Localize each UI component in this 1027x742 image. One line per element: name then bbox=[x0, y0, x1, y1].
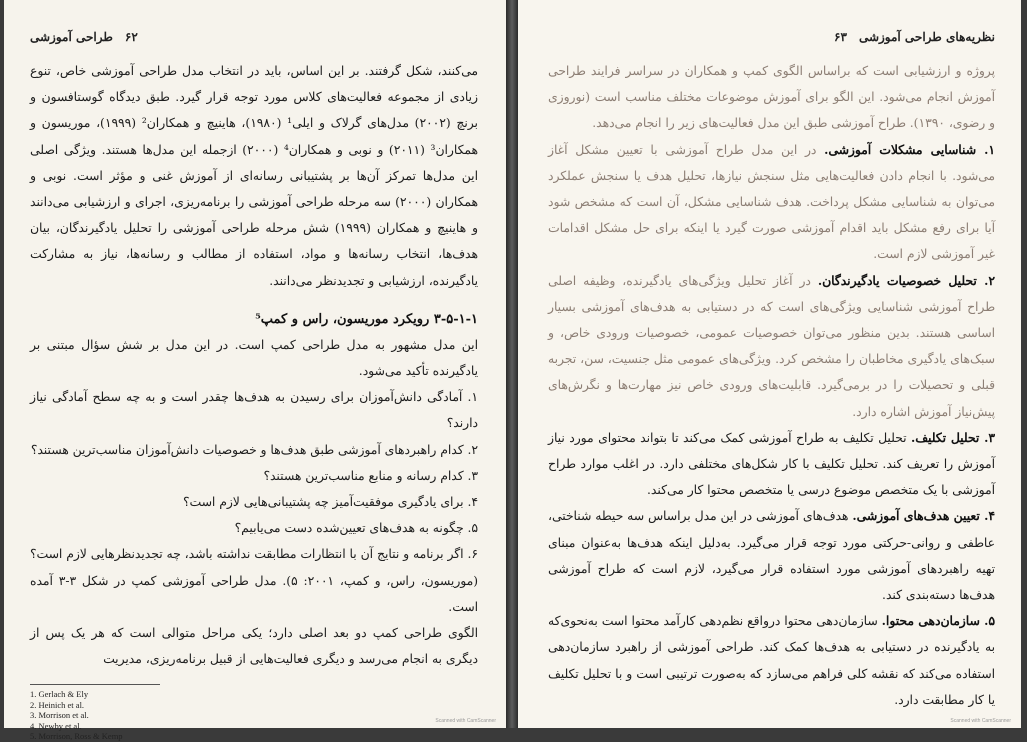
question-item: ۴. برای یادگیری موفقیت‌آمیز چه پشتیبانی‌هایی لازم است؟ bbox=[183, 495, 478, 510]
scan-watermark: Scanned with CamScanner bbox=[435, 718, 496, 724]
left-closing-paragraph: الگوی طراحی کمپ دو بعد اصلی دارد؛ یکی مراحل متوالی است که هر یک پس از دیگری به انجام می‌رسد و دیگری فعالیت‌هایی از قبیل برنامه‌ریزی، مدیریت bbox=[30, 626, 478, 667]
activity-text: تحلیل تکلیف به طراح آموزشی کمک می‌کند تا بتواند محتوای مورد نیاز آموزش را تعریف کند. تحلیل تکلیف با کار شکل‌های مختلفی دارد. در اغلب موارد طراح آموزشی با یک متخصص موضوع درسی یا متخصص محتوا کار می‌کند. bbox=[548, 430, 995, 498]
activity-title: ۳. تحلیل تکلیف. bbox=[910, 429, 995, 445]
question-item: ۳. کدام رسانه و منابع مناسب‌ترین هستند؟ bbox=[263, 468, 478, 483]
activity-item bbox=[548, 137, 995, 268]
right-page-header bbox=[548, 22, 995, 44]
left-intro-paragraph: می‌کنند، شکل گرفتند. بر این اساس، باید در انتخاب مدل طراحی آموزشی خاص، تنوع زیادی از مجموعه فعالیت‌های کلاس مورد توجه قرار گیرد. طبق دیدگاه گوستافسون و برنچ (۲۰۰۲) مدل‌های گرلاک و ایلی¹ (۱۹۸۰)، هاینیچ و همکاران² (۱۹۹۹)، موریسون و همکاران³ (۲۰۱۱) و نوبی و همکاران⁴ (۲۰۰۰) ازجمله این مدل‌ها هستند. ویژگی اصلی این مدل‌ها تمرکز آن‌ها بر پشتیبانی رسانه‌ای از آموزش غنی و مؤثر است. نوبی و همکاران (۲۰۰۰) سه مرحله طراحی آموزشی را برنامه‌ریزی، اجرای و ارزشیابی می‌دانند و هاینیچ و همکاران (۱۹۹۹) شش مرحله طراحی آموزشی را تحلیل یادگیرندگان، بیان هدف‌ها، انتخاب رسانه‌ها و مواد، استفاده از مطالب و رسانه‌ها، نیاز به مشارکت یادگیرنده، ارزشیابی و تجدیدنظر می‌دانند. bbox=[30, 64, 478, 288]
right-page bbox=[518, 0, 1021, 728]
right-page-number: ۶۳ bbox=[834, 30, 847, 44]
activity-title: ۲. تحلیل خصوصیات یادگیرندگان. bbox=[817, 272, 995, 288]
footnotes bbox=[30, 689, 478, 742]
question-item: ۵. چگونه به هدف‌های تعیین‌شده دست می‌یابیم؟ bbox=[234, 521, 478, 536]
activity-title: ۵. سازمان‌دهی محتوا. bbox=[881, 613, 995, 629]
book-spine bbox=[506, 0, 518, 728]
scan-watermark: Scanned with CamScanner bbox=[950, 718, 1011, 724]
left-body bbox=[30, 58, 478, 672]
activity-text: سازمان‌دهی محتوا درواقع نظم‌دهی کارآمد محتوا است به‌نحوی‌که به یادگیرنده در دستیابی به هدف‌ها کمک کند. طراحی آموزشی از راهبرد سازمان‌دهی استفاده می‌کند که نقشه کلی فراهم می‌سازد که به‌صورت ترتیبی است و با تحلیل تکلیف یا کار مطابقت دارد. bbox=[548, 614, 995, 707]
footnote: 2. Heinich et al. bbox=[30, 699, 85, 710]
activity-title: ۱. شناسایی مشکلات آموزشی. bbox=[824, 141, 996, 157]
right-running-head: نظریه‌های طراحی آموزشی bbox=[858, 30, 995, 44]
activity-title: ۴. تعیین هدف‌های آموزشی. bbox=[852, 508, 995, 524]
question-item: ۲. کدام راهبردهای آموزشی طبق هدف‌ها و خصوصیات دانش‌آموزان مناسب‌ترین هستند؟ bbox=[30, 442, 478, 457]
question-item: ۶. اگر برنامه و نتایج آن با انتظارات مطابقت نداشته باشد، چه تجدیدنظرهایی لازم است؟ (موریسون، راس، و کمپ، ۲۰۰۱: ۵). مدل طراحی آموزشی کمپ در شکل ۳-۳ آمده است. bbox=[30, 547, 478, 614]
activity-text: هدف‌های آموزشی در این مدل براساس سه حیطه شناختی، عاطفی و روانی-حرکتی مورد توجه قرار می‌گیرد. به‌دلیل اینکه هدف‌ها به‌عنوان مبنای تهیه راهبردهای آموزشی مورد استفاده قرار می‌گیرد، لازم است که طراح آموزشی هدف‌ها دسته‌بندی کند. bbox=[548, 509, 995, 603]
section-intro: این مدل مشهور به مدل طراحی کمپ است. در این مدل بر شش سؤال مبتنی بر یادگیرنده تأکید می‌شود. bbox=[30, 337, 478, 379]
activity-item bbox=[548, 268, 995, 425]
right-intro-paragraph: پروژه و ارزشیابی است که براساس الگوی کمپ و همکاران در سراسر فرایند طراحی آموزش انجام می‌شود. این الگو برای آموزش موضوعات مختلف مناسب است (نوروزی و رضوی، ۱۳۹۰). طراح آموزشی طبق این مدل فعالیت‌های زیر را انجام می‌دهد. bbox=[548, 64, 995, 131]
footnote: 1. Gerlach & Ely bbox=[30, 689, 89, 700]
left-page-header bbox=[30, 22, 478, 44]
left-page-number: ۶۲ bbox=[124, 30, 138, 44]
left-page bbox=[4, 0, 506, 742]
question-list bbox=[30, 384, 478, 620]
activity-list bbox=[548, 137, 995, 713]
activity-item bbox=[548, 503, 995, 608]
left-running-head: طراحی آموزشی bbox=[30, 30, 113, 44]
activity-item bbox=[548, 425, 995, 504]
activity-text: در آغاز تحلیل ویژگی‌های یادگیرنده، وظیفه اصلی طراح آموزشی شناسایی ویژگی‌های است که در دستیابی به هدف‌های آموزشی بسیار اساسی هستند. بدین منظور می‌توان خصوصیات عمومی، خصوصیات ورودی خاص، و سبک‌های یادگیری مخاطبان را مشخص کرد. ویژگی‌های عمومی مثل جنسیت، سن، تجربه قبلی و تحصیلات را در برمی‌گیرد. قابلیت‌های ورودی خاص نیز مهارت‌ها و نگرش‌های پیش‌نیاز آموزش اشاره دارد. bbox=[548, 273, 995, 419]
section-title: ۳-۵-۱-۱ رویکرد موریسون، راس و کمپ⁵ bbox=[255, 311, 478, 327]
footnote: 4. Newby et al. bbox=[30, 720, 82, 731]
activity-item bbox=[548, 608, 995, 713]
activity-text: در این مدل طراح آموزشی با تعیین مشکل آغاز می‌شود. با انجام دادن فعالیت‌هایی مثل سنجش نیازها، تحلیل هدف یا سنجش عملکرد می‌توان به شناسایی مشکل پرداخت. هدف شناسایی مشکل، آن است که مشخص شود آیا برای رفع مشکل باید اقدام آموزشی صورت گیرد یا اینکه برای حل مشکل اقدامات غیر آموزشی لازم است. bbox=[548, 142, 995, 262]
right-body bbox=[548, 58, 995, 713]
footnote: 5. Morrison, Ross & Kemp bbox=[30, 731, 123, 742]
footnote-divider bbox=[30, 684, 160, 685]
footnote: 3. Morrison et al. bbox=[30, 710, 89, 721]
question-item: ۱. آمادگی دانش‌آموزان برای رسیدن به هدف‌ها چقدر است و به چه سطح آمادگی نیاز دارند؟ bbox=[30, 390, 478, 431]
